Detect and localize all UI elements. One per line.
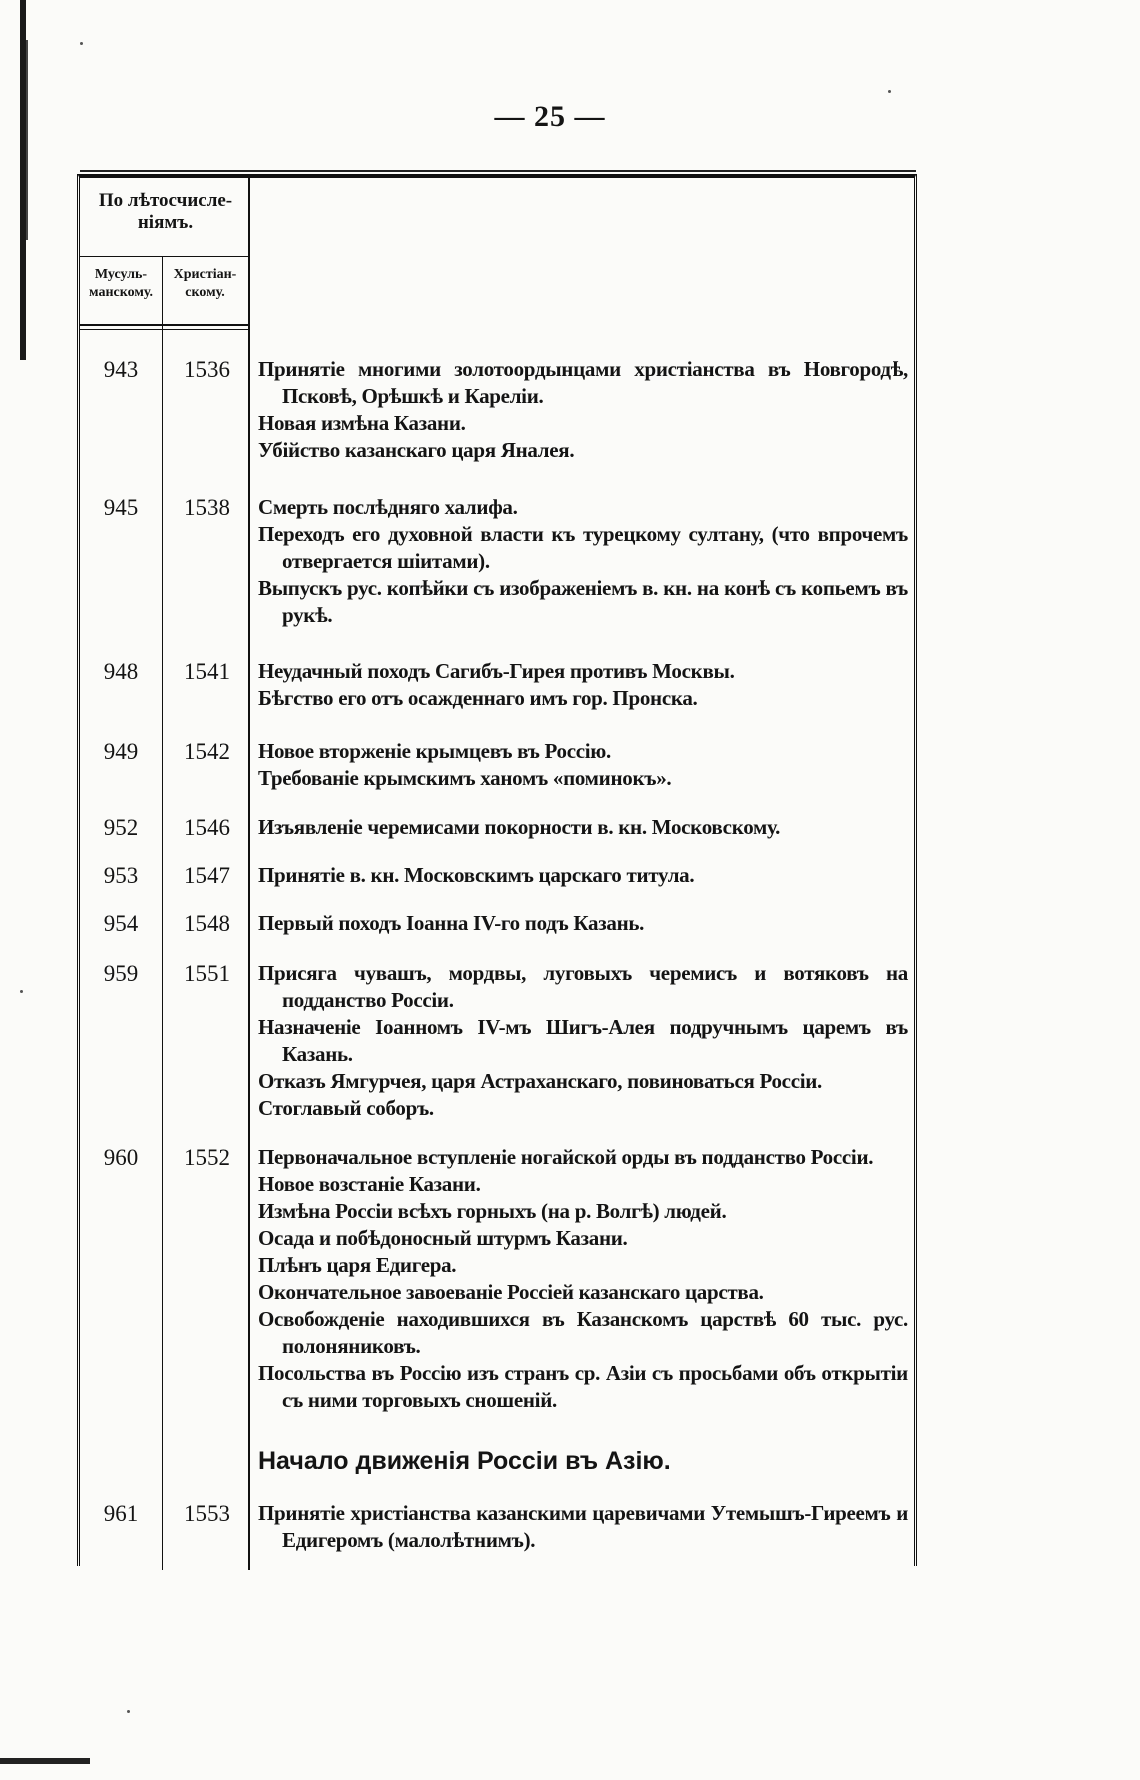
binding-edge-mark bbox=[26, 40, 28, 240]
event-entry: Убійство казанскаго царя Яналея. bbox=[258, 438, 575, 462]
event-list bbox=[258, 658, 908, 712]
event-list bbox=[258, 1500, 908, 1554]
year-christian: 1548 bbox=[184, 911, 230, 936]
year-muslim: 945 bbox=[103, 495, 139, 520]
year-christian: 1536 bbox=[184, 357, 230, 382]
year-christian: 1542 bbox=[184, 739, 230, 764]
year-muslim: 954 bbox=[103, 911, 139, 936]
header-rule bbox=[80, 324, 248, 326]
event-entry: Плѣнъ царя Едигера. bbox=[258, 1253, 457, 1277]
header-rule bbox=[80, 256, 248, 257]
column-divider bbox=[248, 178, 250, 1570]
header-muslim-column: Мусуль-манскому. bbox=[89, 267, 153, 300]
year-christian: 1546 bbox=[184, 815, 230, 840]
event-entry: Освобожденіе находившихся въ Казанскомъ царствѣ 60 тыс. рус. полоняниковъ. bbox=[258, 1307, 908, 1358]
event-entry: Выпускъ рус. копѣйки съ изображеніемъ в. кн. на конѣ съ копьемъ въ рукѣ. bbox=[258, 576, 908, 627]
event-list bbox=[258, 1144, 908, 1414]
year-muslim: 948 bbox=[103, 659, 139, 684]
event-list bbox=[258, 738, 908, 792]
year-muslim: 959 bbox=[103, 961, 139, 986]
event-list bbox=[258, 960, 908, 1122]
year-muslim: 953 bbox=[103, 863, 139, 888]
event-list bbox=[258, 910, 908, 937]
event-list bbox=[258, 356, 908, 464]
chronology-table bbox=[77, 174, 917, 1566]
event-entry: Изъявленіе черемисами покорности в. кн. Московскому. bbox=[258, 815, 781, 839]
year-muslim: 943 bbox=[103, 357, 139, 382]
scan-artifact bbox=[0, 1758, 90, 1764]
event-entry: Принятіе христіанства казанскими царевичами Утемышъ-Гиреемъ и Едигеромъ (малолѣтнимъ). bbox=[258, 1501, 908, 1552]
year-christian: 1552 bbox=[184, 1145, 230, 1170]
event-entry: Окончательное завоеваніе Россіей казанскаго царства. bbox=[258, 1280, 764, 1304]
event-entry: Назначеніе Іоанномъ IV-мъ Шигъ-Алея подручнымъ царемъ въ Казань. bbox=[258, 1015, 908, 1066]
event-entry: Посольства въ Россію изъ странъ ср. Азіи съ просьбами объ открытіи съ ними торговыхъ сношеній. bbox=[258, 1361, 908, 1412]
event-entry: Осада и побѣдоносный штурмъ Казани. bbox=[258, 1226, 628, 1250]
table-top-rule bbox=[80, 170, 916, 172]
year-christian: 1538 bbox=[184, 495, 230, 520]
header-era-title: По лѣтосчисле-ніямъ. bbox=[98, 190, 233, 233]
event-entry: Новое вторженіе крымцевъ въ Россію. bbox=[258, 739, 611, 763]
event-entry: Отказъ Ямгурчея, царя Астраханскаго, повиноваться Россіи. bbox=[258, 1069, 823, 1093]
year-muslim: 949 bbox=[103, 739, 139, 764]
year-christian: 1551 bbox=[184, 961, 230, 986]
year-christian: 1541 bbox=[184, 659, 230, 684]
event-entry: Новое возстаніе Казани. bbox=[258, 1172, 481, 1196]
event-entry: Измѣна Россіи всѣхъ горныхъ (на р. Волгѣ) людей. bbox=[258, 1199, 727, 1223]
event-entry: Стоглавый соборъ. bbox=[258, 1096, 434, 1120]
event-entry: Первый походъ Іоанна IV-го подъ Казань. bbox=[258, 911, 645, 935]
event-entry: Бѣгство его отъ осажденнаго имъ гор. Пронска. bbox=[258, 686, 698, 710]
paper-speck bbox=[127, 1710, 130, 1713]
paper-speck bbox=[20, 990, 23, 993]
year-muslim: 952 bbox=[103, 815, 139, 840]
header-christian-column: Христіан-скому. bbox=[173, 267, 237, 300]
event-list bbox=[258, 814, 908, 841]
year-christian: 1547 bbox=[184, 863, 230, 888]
event-entry: Неудачный походъ Сагибъ-Гирея противъ Москвы. bbox=[258, 659, 735, 683]
paper-speck bbox=[80, 42, 83, 45]
page-number: — 25 — bbox=[494, 100, 606, 133]
event-list bbox=[258, 494, 908, 629]
year-muslim: 961 bbox=[103, 1501, 139, 1526]
event-entry: Требованіе крымскимъ ханомъ «поминокъ». bbox=[258, 766, 672, 790]
event-entry: Первоначальное вступленіе ногайской орды въ подданство Россіи. bbox=[258, 1145, 874, 1169]
event-entry: Принятіе многими золотоордынцами христіанства въ Новгородѣ, Псковѣ, Орѣшкѣ и Кареліи. bbox=[258, 357, 908, 408]
event-entry: Новая измѣна Казани. bbox=[258, 411, 466, 435]
event-entry: Переходъ его духовной власти къ турецкому султану, (что впрочемъ отвергается шіитами). bbox=[258, 522, 908, 573]
header-rule bbox=[80, 329, 248, 330]
section-heading: Начало движенія Россіи въ Азію. bbox=[258, 1447, 671, 1475]
event-entry: Присяга чувашъ, мордвы, луговыхъ черемисъ и вотяковъ на подданство Россіи. bbox=[258, 961, 908, 1012]
event-list bbox=[258, 862, 908, 889]
event-entry: Принятіе в. кн. Московскимъ царскаго титула. bbox=[258, 863, 695, 887]
column-divider bbox=[162, 256, 163, 1570]
event-entry: Смерть послѣдняго халифа. bbox=[258, 495, 518, 519]
year-christian: 1553 bbox=[184, 1501, 230, 1526]
paper-speck bbox=[888, 90, 891, 93]
year-muslim: 960 bbox=[103, 1145, 139, 1170]
